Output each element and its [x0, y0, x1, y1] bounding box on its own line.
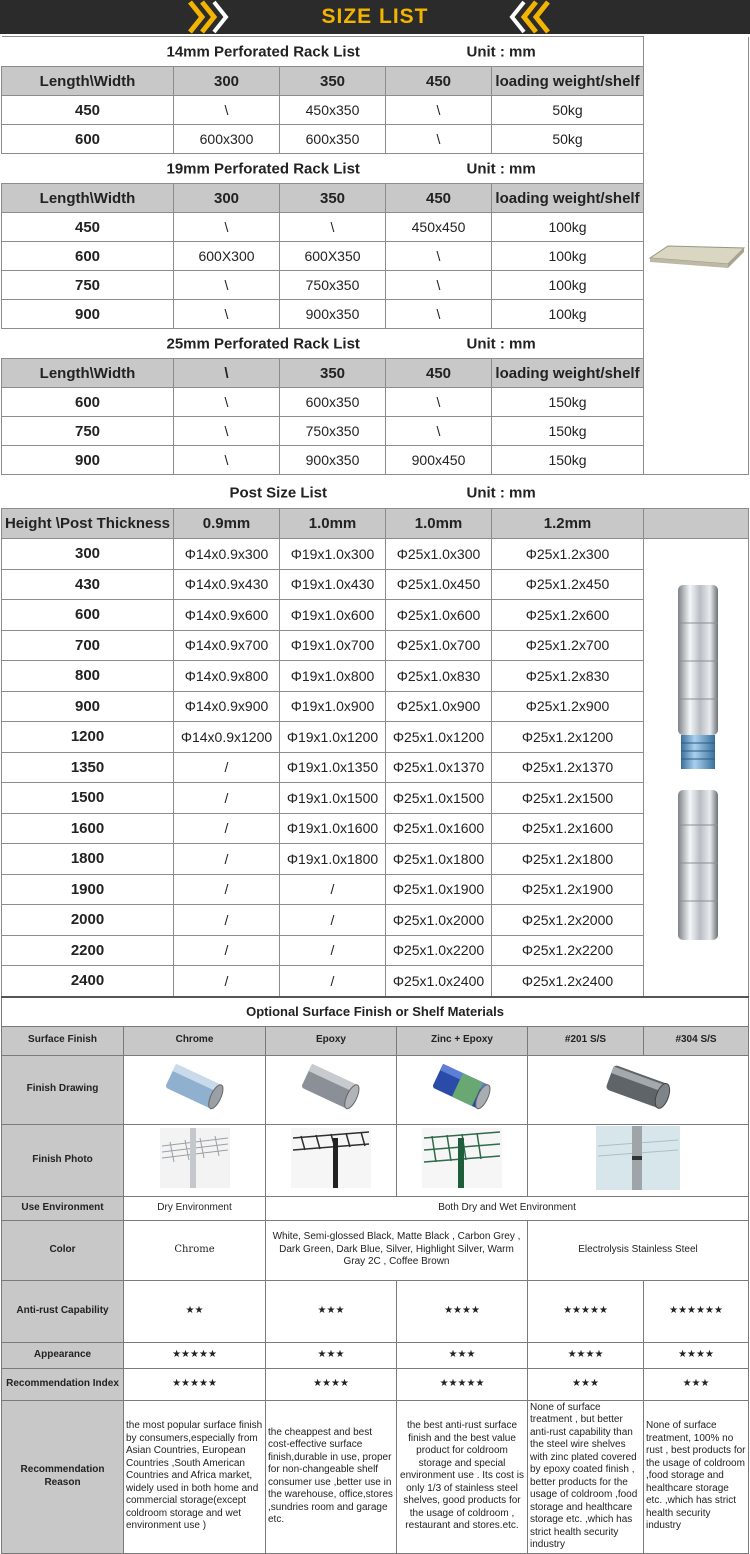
rack-title: 14mm Perforated Rack List — [166, 43, 360, 60]
rack-value-cell: 100kg — [492, 242, 644, 271]
rack-title-row — [2, 154, 644, 184]
post-size-cell: Φ25x1.2x1370 — [492, 752, 644, 783]
antirust-zinc-epoxy: ★★★★ — [397, 1280, 528, 1342]
antirust-chrome: ★★ — [124, 1280, 266, 1342]
post-size-cell: Φ25x1.2x1900 — [492, 874, 644, 905]
table-row — [2, 752, 749, 783]
rack-value-cell: \ — [386, 300, 492, 329]
post-unit: Unit : mm — [466, 484, 536, 502]
size-list-banner — [0, 0, 750, 34]
rack-value-cell: \ — [174, 417, 280, 446]
perforated-shelf-image — [644, 240, 748, 276]
post-size-cell: Φ25x1.0x300 — [386, 539, 492, 570]
post-size-cell: / — [174, 935, 280, 966]
table-row — [2, 905, 749, 936]
post-header-cell: 1.2mm — [492, 509, 644, 539]
stainless-photo — [528, 1124, 749, 1196]
rack-value-cell: 600x300 — [174, 125, 280, 154]
post-header-cell: 1.0mm — [386, 509, 492, 539]
post-size-cell: Φ14x0.9x300 — [174, 539, 280, 570]
post-size-cell: Φ25x1.2x2200 — [492, 935, 644, 966]
rack-value-cell: \ — [386, 125, 492, 154]
rack-value-cell: \ — [174, 300, 280, 329]
rack-header-cell: 450 — [386, 67, 492, 96]
post-height-cell: 1200 — [2, 722, 174, 753]
rack-length-cell: 600 — [2, 125, 174, 154]
table-row — [2, 271, 749, 300]
post-header-cell: 1.0mm — [280, 509, 386, 539]
epoxy-shelf-photo-icon — [291, 1128, 371, 1188]
rack-header-cell: 300 — [174, 184, 280, 213]
post-height-cell: 300 — [2, 539, 174, 570]
finish-header-epoxy: Epoxy — [266, 1026, 397, 1055]
post-size-cell: Φ25x1.2x300 — [492, 539, 644, 570]
rack-value-cell: 900x350 — [280, 300, 386, 329]
rack-header-cell: 350 — [280, 184, 386, 213]
env-others: Both Dry and Wet Environment — [266, 1196, 749, 1220]
post-size-cell: Φ25x1.0x1800 — [386, 844, 492, 875]
finish-drawing-label: Finish Drawing — [2, 1055, 124, 1124]
table-row — [2, 844, 749, 875]
finish-title: Optional Surface Finish or Shelf Materials — [2, 997, 749, 1026]
post-size-cell: / — [280, 905, 386, 936]
post-size-cell: Φ25x1.2x1500 — [492, 783, 644, 814]
post-size-cell: Φ25x1.0x900 — [386, 691, 492, 722]
chrome-tube-icon — [160, 1062, 230, 1112]
finish-header-chrome: Chrome — [124, 1026, 266, 1055]
rack-header-cell: loading weight/shelf — [492, 359, 644, 388]
reason-201: None of surface treatment , but better anti-rust capability than the steel wire shelves with zinc plated covered by epoxy coated finish , better products for the usage of coldroom ,food storage and healthcare storage etc. ,which has strict health security industry — [528, 1400, 644, 1553]
post-height-cell: 2200 — [2, 935, 174, 966]
epoxy-drawing — [266, 1055, 397, 1124]
finish-header-304: #304 S/S — [644, 1026, 749, 1055]
appearance-label: Appearance — [2, 1342, 124, 1368]
post-size-cell: Φ19x1.0x1800 — [280, 844, 386, 875]
rack-length-cell: 750 — [2, 271, 174, 300]
recommendation-index-label: Recommendation Index — [2, 1368, 124, 1400]
post-size-cell: / — [174, 813, 280, 844]
rack-header-cell: 350 — [280, 359, 386, 388]
post-size-cell: Φ19x1.0x1200 — [280, 722, 386, 753]
table-row — [2, 691, 749, 722]
post-height-cell: 1900 — [2, 874, 174, 905]
table-row — [2, 300, 749, 329]
table-row — [2, 96, 749, 125]
post-size-cell: / — [174, 844, 280, 875]
rack-value-cell: 50kg — [492, 96, 644, 125]
rack-title: 25mm Perforated Rack List — [166, 335, 360, 352]
post-height-cell: 900 — [2, 691, 174, 722]
rack-length-cell: 750 — [2, 417, 174, 446]
post-size-cell: / — [174, 752, 280, 783]
post-size-cell: Φ25x1.2x830 — [492, 661, 644, 692]
rack-value-cell: \ — [174, 213, 280, 242]
post-size-cell: Φ25x1.0x1500 — [386, 783, 492, 814]
rack-value-cell: 600x350 — [280, 388, 386, 417]
post-size-cell: Φ14x0.9x800 — [174, 661, 280, 692]
table-row — [2, 935, 749, 966]
color-epoxy: White, Semi-glossed Black, Matte Black , Carbon Grey , Dark Green, Dark Blue, Silver, Highlight Silver, Warm Gray 2C , Coffee Brown — [266, 1220, 528, 1280]
rack-value-cell: 100kg — [492, 300, 644, 329]
appearance-epoxy: ★★★ — [266, 1342, 397, 1368]
post-size-cell: Φ25x1.0x830 — [386, 661, 492, 692]
stainless-drawing — [528, 1055, 749, 1124]
post-height-cell: 700 — [2, 630, 174, 661]
post-size-cell: Φ25x1.0x700 — [386, 630, 492, 661]
rack-header-cell: 450 — [386, 359, 492, 388]
post-size-cell: Φ25x1.2x700 — [492, 630, 644, 661]
antirust-label: Anti-rust Capability — [2, 1280, 124, 1342]
rack-title-row — [2, 37, 644, 67]
post-size-cell: Φ25x1.2x450 — [492, 569, 644, 600]
post-height-cell: 800 — [2, 661, 174, 692]
post-height-cell: 2400 — [2, 966, 174, 997]
rack-header-cell: 450 — [386, 184, 492, 213]
post-header-cell: Height \Post Thickness — [2, 509, 174, 539]
chrome-drawing — [124, 1055, 266, 1124]
post-size-cell: Φ25x1.2x1200 — [492, 722, 644, 753]
post-header-cell — [644, 509, 749, 539]
color-stainless: Electrolysis Stainless Steel — [528, 1220, 749, 1280]
env-chrome: Dry Environment — [124, 1196, 266, 1220]
post-size-cell: / — [280, 935, 386, 966]
post-height-cell: 2000 — [2, 905, 174, 936]
antirust-304: ★★★★★★ — [644, 1280, 749, 1342]
rack-value-cell: 450x350 — [280, 96, 386, 125]
table-row — [2, 600, 749, 631]
rack-value-cell: 900x350 — [280, 446, 386, 475]
rack-unit: Unit : mm — [466, 43, 536, 60]
use-environment-label: Use Environment — [2, 1196, 124, 1220]
rack-value-cell: 100kg — [492, 213, 644, 242]
antirust-201: ★★★★★ — [528, 1280, 644, 1342]
post-size-cell: Φ25x1.0x2000 — [386, 905, 492, 936]
rack-value-cell: \ — [174, 271, 280, 300]
post-title-row — [2, 478, 749, 509]
table-row — [2, 966, 749, 997]
rack-title: 19mm Perforated Rack List — [166, 160, 360, 177]
zinc-epoxy-tube-icon — [427, 1062, 497, 1112]
table-row — [2, 446, 749, 475]
post-image — [672, 585, 724, 945]
post-size-cell: Φ14x0.9x900 — [174, 691, 280, 722]
rack-value-cell: 600X350 — [280, 242, 386, 271]
chrome-shelf-photo-icon — [160, 1128, 230, 1188]
rack-value-cell: \ — [174, 96, 280, 125]
rack-value-cell: 100kg — [492, 271, 644, 300]
rack-length-cell: 450 — [2, 213, 174, 242]
post-size-cell: Φ25x1.2x1800 — [492, 844, 644, 875]
post-size-cell: Φ14x0.9x700 — [174, 630, 280, 661]
table-row — [2, 213, 749, 242]
rack-value-cell: \ — [386, 417, 492, 446]
rack-header-cell: Length\Width — [2, 67, 174, 96]
reason-304: None of surface treatment, 100% no rust , best products for the usage of coldroom ,food storage and healthcare storage etc. ,which has strict health security industry — [644, 1400, 749, 1553]
rack-value-cell: \ — [280, 213, 386, 242]
reason-epoxy: the cheappest and best cost-effective surface finish,durable in use, proper for non-changeable shelf consumer use ,better use in the warehouse, office,stores ,sundries room and garage etc. — [266, 1400, 397, 1553]
post-size-cell: Φ19x1.0x700 — [280, 630, 386, 661]
rack-unit: Unit : mm — [466, 160, 536, 177]
post-size-cell: Φ25x1.2x1600 — [492, 813, 644, 844]
reason-chrome: the most popular surface finish by consumers,especially from Asian Countries, European Countries ,South American Countries and Africa market, widely used in both home and commercial storage(except coldroom storage and wet environment use ) — [124, 1400, 266, 1553]
table-row — [2, 783, 749, 814]
rack-header-cell: \ — [174, 359, 280, 388]
table-row — [2, 125, 749, 154]
post-size-cell: Φ25x1.2x2400 — [492, 966, 644, 997]
post-header-cell: 0.9mm — [174, 509, 280, 539]
post-size-cell: Φ19x1.0x1500 — [280, 783, 386, 814]
rack-length-cell: 600 — [2, 242, 174, 271]
rack-value-cell: 150kg — [492, 446, 644, 475]
post-size-cell: / — [174, 874, 280, 905]
zinc-epoxy-shelf-photo-icon — [422, 1128, 502, 1188]
post-size-cell: / — [174, 966, 280, 997]
rack-value-cell: 600x350 — [280, 125, 386, 154]
table-row — [2, 569, 749, 600]
post-size-cell: Φ25x1.2x600 — [492, 600, 644, 631]
post-height-cell: 430 — [2, 569, 174, 600]
post-size-cell: Φ25x1.0x2200 — [386, 935, 492, 966]
surface-finish-table — [1, 996, 749, 1554]
rack-value-cell: 150kg — [492, 388, 644, 417]
post-size-cell: Φ19x1.0x430 — [280, 569, 386, 600]
appearance-304: ★★★★ — [644, 1342, 749, 1368]
post-size-cell: Φ14x0.9x1200 — [174, 722, 280, 753]
table-row — [2, 417, 749, 446]
epoxy-photo — [266, 1124, 397, 1196]
rack-value-cell: 600X300 — [174, 242, 280, 271]
stainless-shelf-photo-icon — [596, 1126, 680, 1190]
table-row — [2, 539, 749, 570]
post-size-cell: Φ19x1.0x1600 — [280, 813, 386, 844]
rack-value-cell: \ — [386, 96, 492, 125]
rack-value-cell: 450x450 — [386, 213, 492, 242]
post-size-cell: Φ19x1.0x900 — [280, 691, 386, 722]
post-size-table — [1, 478, 749, 997]
post-size-cell: Φ19x1.0x300 — [280, 539, 386, 570]
table-row — [2, 874, 749, 905]
reason-zinc-epoxy: the best anti-rust surface finish and the best value product for coldroom storage and special environment use . Its cost is only 1/3 of stainless steel shelves, good products for the usage of coldroom , restaurant and stores.etc. — [397, 1400, 528, 1553]
post-title: Post Size List — [229, 484, 328, 502]
stainless-tube-icon — [598, 1062, 678, 1112]
banner-title: SIZE LIST — [321, 5, 429, 28]
post-size-cell: Φ14x0.9x600 — [174, 600, 280, 631]
shelf-icon — [644, 240, 748, 276]
post-size-cell: Φ19x1.0x1350 — [280, 752, 386, 783]
finish-photo-label: Finish Photo — [2, 1124, 124, 1196]
rack-length-cell: 600 — [2, 388, 174, 417]
rack-length-cell: 900 — [2, 446, 174, 475]
recommend-201: ★★★ — [528, 1368, 644, 1400]
recommend-304: ★★★ — [644, 1368, 749, 1400]
post-size-cell: / — [280, 966, 386, 997]
table-row — [2, 630, 749, 661]
rack-header-cell: Length\Width — [2, 359, 174, 388]
post-size-cell: Φ25x1.0x450 — [386, 569, 492, 600]
rack-header-cell: loading weight/shelf — [492, 184, 644, 213]
color-chrome: Chrome — [124, 1220, 266, 1280]
rack-list-table — [1, 36, 749, 475]
chrome-photo — [124, 1124, 266, 1196]
post-size-cell: Φ25x1.0x1370 — [386, 752, 492, 783]
rack-header-cell: loading weight/shelf — [492, 67, 644, 96]
recommend-chrome: ★★★★★ — [124, 1368, 266, 1400]
color-label: Color — [2, 1220, 124, 1280]
appearance-chrome: ★★★★★ — [124, 1342, 266, 1368]
rack-value-cell: 50kg — [492, 125, 644, 154]
table-row — [2, 661, 749, 692]
finish-header-label: Surface Finish — [2, 1026, 124, 1055]
table-row — [2, 722, 749, 753]
post-size-cell: / — [174, 905, 280, 936]
table-row — [2, 813, 749, 844]
rack-value-cell: \ — [386, 242, 492, 271]
post-size-cell: Φ14x0.9x430 — [174, 569, 280, 600]
post-size-cell: Φ25x1.0x2400 — [386, 966, 492, 997]
rack-header-cell: 350 — [280, 67, 386, 96]
post-height-cell: 1800 — [2, 844, 174, 875]
rack-header-cell: Length\Width — [2, 184, 174, 213]
table-row — [2, 388, 749, 417]
rack-value-cell: \ — [174, 388, 280, 417]
rack-value-cell: 750x350 — [280, 271, 386, 300]
post-size-cell: Φ19x1.0x600 — [280, 600, 386, 631]
rack-unit: Unit : mm — [466, 335, 536, 352]
post-size-cell: Φ25x1.0x1900 — [386, 874, 492, 905]
recommendation-reason-label: Recommendation Reason — [2, 1400, 124, 1553]
post-size-cell: Φ19x1.0x800 — [280, 661, 386, 692]
rack-header-cell: 300 — [174, 67, 280, 96]
post-height-cell: 1500 — [2, 783, 174, 814]
post-height-cell: 1350 — [2, 752, 174, 783]
chevrons-right-icon — [506, 0, 550, 34]
antirust-epoxy: ★★★ — [266, 1280, 397, 1342]
appearance-zinc-epoxy: ★★★ — [397, 1342, 528, 1368]
post-size-cell: Φ25x1.0x600 — [386, 600, 492, 631]
post-height-cell: 1600 — [2, 813, 174, 844]
finish-header-zinc-epoxy: Zinc + Epoxy — [397, 1026, 528, 1055]
rack-value-cell: 150kg — [492, 417, 644, 446]
rack-value-cell: \ — [174, 446, 280, 475]
recommend-zinc-epoxy: ★★★★★ — [397, 1368, 528, 1400]
appearance-201: ★★★★ — [528, 1342, 644, 1368]
recommend-epoxy: ★★★★ — [266, 1368, 397, 1400]
epoxy-tube-icon — [296, 1062, 366, 1112]
post-size-cell: Φ25x1.2x900 — [492, 691, 644, 722]
rack-value-cell: \ — [386, 271, 492, 300]
rack-title-row — [2, 329, 644, 359]
post-height-cell: 600 — [2, 600, 174, 631]
post-size-cell: / — [174, 783, 280, 814]
table-row — [2, 242, 749, 271]
post-size-cell: Φ25x1.2x2000 — [492, 905, 644, 936]
post-size-cell: Φ25x1.0x1600 — [386, 813, 492, 844]
zinc-epoxy-drawing — [397, 1055, 528, 1124]
rack-value-cell: 750x350 — [280, 417, 386, 446]
post-size-cell: / — [280, 874, 386, 905]
finish-header-201: #201 S/S — [528, 1026, 644, 1055]
rack-length-cell: 900 — [2, 300, 174, 329]
rack-length-cell: 450 — [2, 96, 174, 125]
post-icon — [672, 585, 724, 945]
post-size-cell: Φ25x1.0x1200 — [386, 722, 492, 753]
rack-value-cell: 900x450 — [386, 446, 492, 475]
rack-value-cell: \ — [386, 388, 492, 417]
zinc-epoxy-photo — [397, 1124, 528, 1196]
